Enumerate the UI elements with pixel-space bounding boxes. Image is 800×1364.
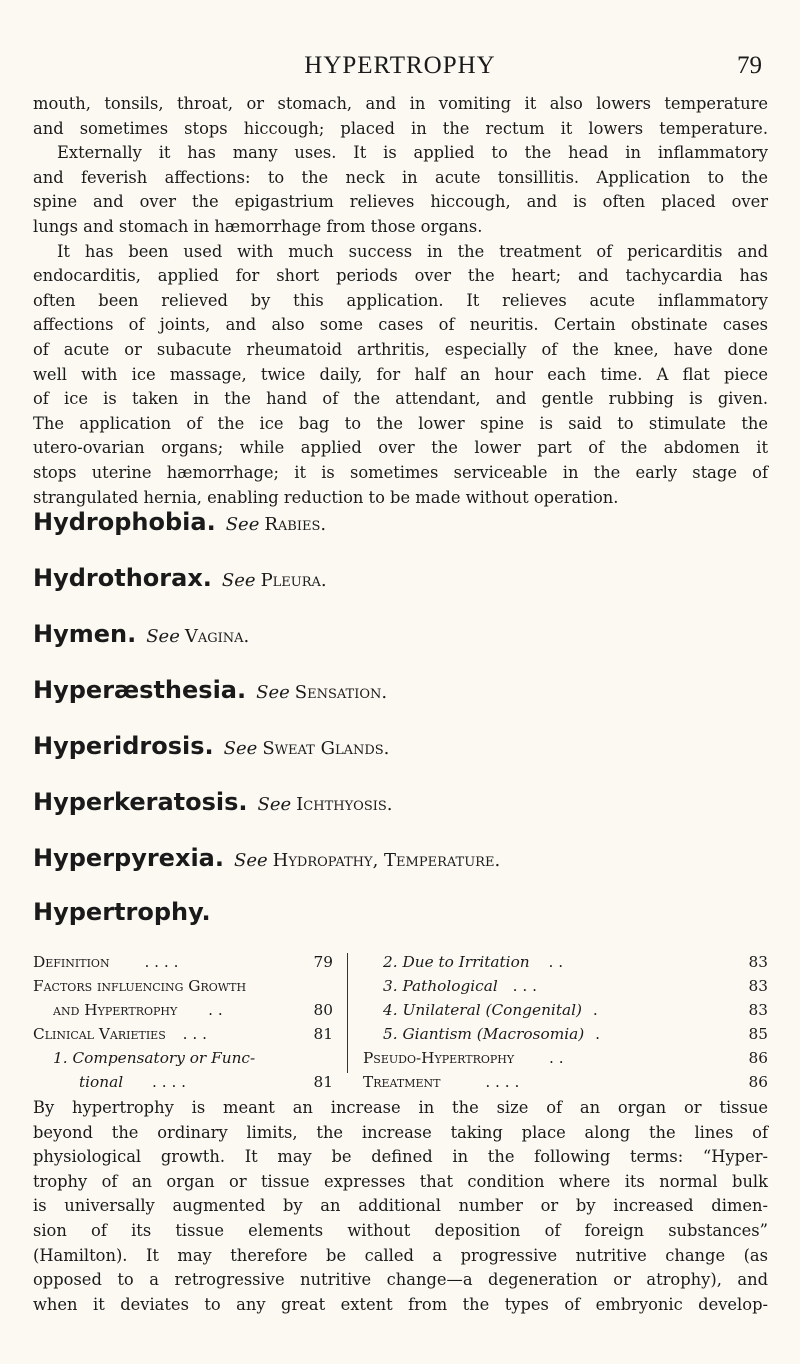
section-contents — [33, 950, 768, 1091]
contents-label: 3. Pathological — [383, 977, 498, 995]
entry-term: Hydrophobia. — [33, 508, 216, 536]
contents-page: 85 — [748, 1025, 768, 1043]
entry-hyperaesthesia — [33, 676, 387, 706]
entry-term: Hyperkeratosis. — [33, 788, 248, 816]
text-line: (Hamilton). It may therefore be called a progressive nutritive change (as — [33, 1245, 768, 1265]
text-line: of ice is taken in the hand of the attendant, and gentle rubbing is given. — [33, 389, 768, 409]
contents-row — [363, 1046, 768, 1070]
text-line: utero-ovarian organs; while applied over the lower part of the abdomen it — [33, 438, 768, 458]
contents-leader: . . — [549, 1049, 564, 1067]
contents-row — [33, 974, 333, 998]
text-line: physiological growth. It may be defined in the following terms: “Hyper- — [33, 1147, 768, 1167]
text-line: lungs and stomach in hæmorrhage from those organs. — [33, 216, 483, 236]
see-label: See — [256, 682, 290, 703]
text-line: mouth, tonsils, throat, or stomach, and in vomiting it also lowers temperature — [33, 94, 768, 113]
text-line: Externally it has many uses. It is applied to the head in inflammatory — [57, 143, 768, 163]
intro-paragraph — [33, 92, 768, 510]
contents-page: 80 — [313, 1001, 333, 1019]
entry-term: Hyperidrosis. — [33, 732, 214, 760]
contents-label: and Hypertrophy — [53, 1001, 178, 1019]
cross-reference: Rabies. — [264, 514, 327, 535]
text-line: spine and over the epigastrium relieves hiccough, and is often placed over — [33, 192, 768, 212]
contents-label: Definition — [33, 953, 110, 971]
contents-label: Pseudo-Hypertrophy — [363, 1049, 515, 1067]
contents-label: tional — [79, 1073, 124, 1091]
contents-page: 83 — [748, 977, 768, 995]
text-line: By hypertrophy is meant an increase in the size of an organ or tissue — [33, 1098, 768, 1117]
text-line: often been relieved by this application. It relieves acute inflammatory — [33, 290, 768, 310]
text-line: when it deviates to any great extent from the types of embryonic develop- — [33, 1294, 768, 1314]
contents-left-column — [33, 950, 333, 1094]
entry-hydrophobia — [33, 508, 326, 538]
contents-right-column — [363, 950, 768, 1094]
text-line: strangulated hernia, enabling reduction to be made without operation. — [33, 487, 619, 507]
text-line: and sometimes stops hiccough; placed in the rectum it lowers temperature. — [33, 118, 768, 138]
contents-leader: . . . . — [152, 1073, 187, 1091]
contents-row — [33, 1022, 333, 1046]
text-line: The application of the ice bag to the lower spine is said to stimulate the — [33, 413, 768, 433]
contents-label: Treatment — [363, 1073, 441, 1091]
contents-label: 2. Due to Irritation — [383, 953, 530, 971]
cross-reference: Sensation. — [294, 682, 388, 703]
contents-label: 4. Unilateral (Congenital) — [383, 1001, 582, 1019]
cross-reference: Hydropathy, Temperature. — [272, 850, 501, 871]
body-paragraph — [33, 1096, 768, 1317]
see-label: See — [223, 738, 258, 759]
contents-page: 81 — [313, 1073, 333, 1091]
contents-row — [363, 1022, 768, 1046]
contents-page: 81 — [313, 1025, 333, 1043]
text-line: is universally augmented by an additional number or by increased dimen- — [33, 1196, 768, 1216]
text-line: It has been used with much success in the treatment of pericarditis and — [57, 241, 768, 261]
contents-page: 83 — [748, 1001, 768, 1019]
contents-leader: . — [595, 1025, 600, 1043]
contents-label: 1. Compensatory or Func- — [53, 1049, 256, 1067]
contents-leader: . . — [208, 1001, 223, 1019]
contents-page: 79 — [313, 953, 333, 971]
contents-page: 86 — [748, 1073, 768, 1091]
column-divider — [347, 953, 348, 1073]
entry-hymen — [33, 620, 249, 650]
entry-hyperkeratosis — [33, 788, 392, 818]
cross-reference: Pleura. — [260, 570, 327, 591]
contents-leader: . . . . — [144, 953, 179, 971]
contents-leader: . . — [548, 953, 564, 971]
contents-page: 83 — [748, 953, 768, 971]
contents-row — [33, 1046, 333, 1070]
text-line: affections of joints, and also some cases of neuritis. Certain obstinate cases — [33, 315, 768, 335]
contents-row — [33, 1070, 333, 1094]
see-label: See — [225, 514, 260, 535]
see-label: See — [233, 850, 268, 871]
text-line: trophy of an organ or tissue expresses that condition where its normal bulk — [33, 1171, 768, 1191]
cross-reference: Vagina. — [184, 626, 250, 647]
contents-row — [33, 998, 333, 1022]
section-title: Hypertrophy. — [33, 898, 211, 926]
text-line: sion of its tissue elements without deposition of foreign substances” — [33, 1220, 768, 1240]
text-line: beyond the ordinary limits, the increase taking place along the lines of — [33, 1122, 768, 1142]
text-line: endocarditis, applied for short periods over the heart; and tachycardia has — [33, 266, 768, 286]
cross-reference: Sweat Glands. — [262, 738, 390, 759]
text-line: stops uterine hæmorrhage; it is sometimes serviceable in the early stage of — [33, 462, 768, 482]
contents-label: Clinical Varieties — [33, 1025, 166, 1043]
contents-page: 86 — [748, 1049, 768, 1067]
section-heading-hypertrophy — [33, 898, 211, 928]
running-title: HYPERTROPHY — [304, 52, 496, 79]
entry-hyperidrosis — [33, 732, 389, 762]
contents-row — [363, 998, 768, 1022]
see-label: See — [221, 570, 256, 591]
contents-leader: . . . . — [485, 1073, 520, 1091]
contents-row — [363, 950, 768, 974]
cross-reference: Ichthyosis. — [296, 794, 393, 815]
entry-term: Hyperpyrexia. — [33, 844, 224, 872]
entry-hyperpyrexia — [33, 844, 500, 874]
entry-hydrothorax — [33, 564, 327, 594]
entry-term: Hymen. — [33, 620, 137, 648]
entry-term: Hyperæsthesia. — [33, 676, 247, 704]
contents-label: Factors influencing Growth — [33, 977, 247, 995]
text-line: of acute or subacute rheumatoid arthritis, especially of the knee, have done — [33, 339, 768, 359]
contents-label: 5. Giantism (Macrosomia) — [383, 1025, 585, 1043]
contents-row — [33, 950, 333, 974]
text-line: and feverish affections: to the neck in acute tonsillitis. Application to the — [33, 167, 768, 187]
see-label: See — [257, 794, 292, 815]
entry-term: Hydrothorax. — [33, 564, 212, 592]
contents-row — [363, 1070, 768, 1094]
contents-leader: . . . — [182, 1025, 207, 1043]
see-label: See — [146, 626, 180, 647]
contents-row — [363, 974, 768, 998]
page-number: 79 — [737, 52, 762, 79]
running-head — [0, 52, 800, 86]
text-line: opposed to a retrogressive nutritive change—a degeneration or atrophy), and — [33, 1270, 768, 1290]
text-line: well with ice massage, twice daily, for half an hour each time. A flat piece — [33, 364, 768, 384]
contents-leader: . . . — [512, 977, 537, 995]
contents-leader: . — [592, 1001, 598, 1019]
